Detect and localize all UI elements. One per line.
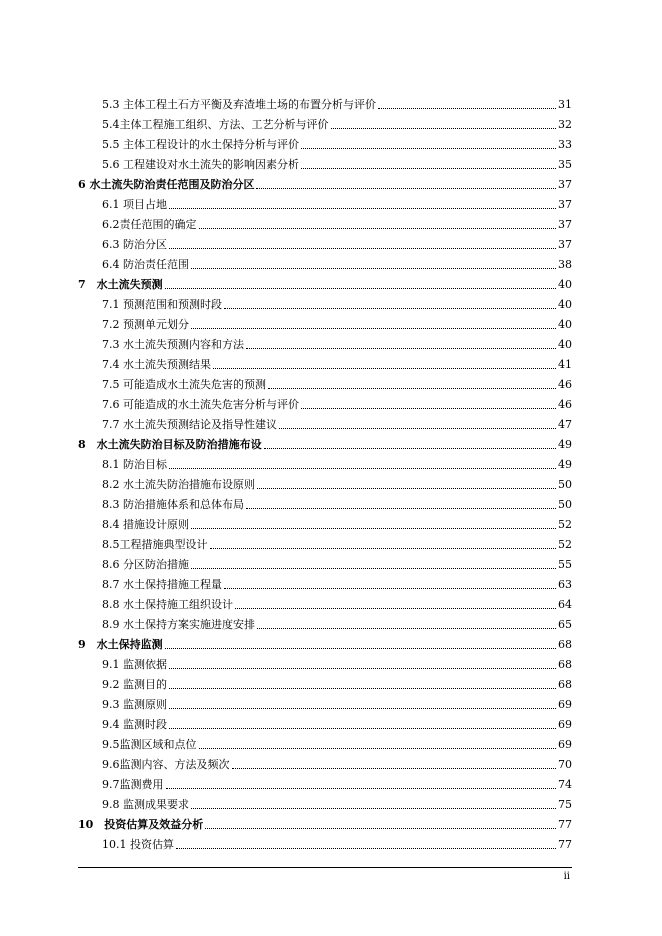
- toc-entry-label: 6.4 防治责任范围: [102, 258, 189, 271]
- toc-entry-label: 7.4 水土流失预测结果: [102, 358, 211, 371]
- toc-entry-page: 77: [558, 818, 572, 831]
- toc-dot-leader: [169, 208, 556, 209]
- toc-dot-leader: [301, 168, 556, 169]
- toc-section-entry[interactable]: [78, 751, 572, 771]
- toc-dot-leader: [169, 468, 556, 469]
- toc-section-entry[interactable]: [78, 351, 572, 371]
- toc-section-entry[interactable]: [78, 611, 572, 631]
- toc-section-entry[interactable]: [78, 211, 572, 231]
- toc-dot-leader: [232, 768, 557, 769]
- toc-entry-label: 5.3 主体工程土石方平衡及弃渣堆土场的布置分析与评价: [102, 98, 376, 111]
- toc-entry-label: 6.3 防治分区: [102, 238, 167, 251]
- toc-section-entry[interactable]: [78, 111, 572, 131]
- toc-dot-leader: [256, 188, 556, 189]
- toc-entry-page: 37: [558, 198, 572, 211]
- toc-chapter-entry[interactable]: [78, 811, 572, 831]
- toc-section-entry[interactable]: [78, 651, 572, 671]
- toc-entry-label: 7.6 可能造成的水土流失危害分析与评价: [102, 398, 299, 411]
- toc-dot-leader: [169, 668, 556, 669]
- toc-section-entry[interactable]: [78, 711, 572, 731]
- toc-dot-leader: [213, 368, 556, 369]
- toc-entry-label: 9.7监测费用: [102, 778, 164, 791]
- toc-dot-leader: [235, 608, 556, 609]
- toc-entry-page: 41: [558, 358, 572, 371]
- toc-entry-label: 5.5 主体工程设计的水土保持分析与评价: [102, 138, 299, 151]
- toc-dot-leader: [246, 348, 556, 349]
- toc-dot-leader: [224, 588, 556, 589]
- toc-entry-label: 7.7 水土流失预测结论及指导性建议: [102, 418, 277, 431]
- toc-entry-label: 8.7 水土保持措施工程量: [102, 578, 222, 591]
- toc-section-entry[interactable]: [78, 131, 572, 151]
- toc-dot-leader: [169, 688, 556, 689]
- toc-entry-page: 70: [558, 758, 572, 771]
- toc-chapter-entry[interactable]: [78, 171, 572, 191]
- toc-entry-label: 7.5 可能造成水土流失危害的预测: [102, 378, 266, 391]
- toc-entry-page: 37: [558, 218, 572, 231]
- toc-entry-page: 63: [558, 578, 572, 591]
- toc-entry-label: 8.8 水土保持施工组织设计: [102, 598, 233, 611]
- toc-entry-page: 50: [558, 478, 572, 491]
- toc-section-entry[interactable]: [78, 251, 572, 271]
- toc-entry-page: 37: [558, 178, 572, 191]
- toc-dot-leader: [224, 308, 556, 309]
- toc-dot-leader: [378, 108, 556, 109]
- toc-dot-leader: [169, 728, 556, 729]
- toc-entry-page: 40: [558, 278, 572, 291]
- toc-entry-page: 68: [558, 678, 572, 691]
- footer-rule: [78, 867, 572, 868]
- toc-entry-page: 40: [558, 338, 572, 351]
- toc-dot-leader: [257, 628, 556, 629]
- toc-dot-leader: [257, 488, 556, 489]
- toc-entry-page: 75: [558, 798, 572, 811]
- toc-section-entry[interactable]: [78, 511, 572, 531]
- toc-entry-page: 69: [558, 718, 572, 731]
- toc-entry-page: 52: [558, 538, 572, 551]
- toc-entry-page: 68: [558, 658, 572, 671]
- toc-entry-page: 46: [558, 378, 572, 391]
- toc-dot-leader: [279, 428, 556, 429]
- toc-chapter-entry[interactable]: [78, 631, 572, 651]
- toc-dot-leader: [210, 548, 557, 549]
- toc-entry-label: 7.2 预测单元划分: [102, 318, 189, 331]
- toc-section-entry[interactable]: [78, 471, 572, 491]
- toc-dot-leader: [191, 808, 556, 809]
- toc-chapter-entry[interactable]: [78, 431, 572, 451]
- toc-dot-leader: [246, 508, 556, 509]
- toc-entry-label: 7.3 水土流失预测内容和方法: [102, 338, 244, 351]
- toc-section-entry[interactable]: [78, 551, 572, 571]
- toc-entry-label: 8.6 分区防治措施: [102, 558, 189, 571]
- toc-section-entry[interactable]: [78, 691, 572, 711]
- toc-dot-leader: [205, 828, 556, 829]
- toc-entry-label: 10.1 投资估算: [102, 838, 174, 851]
- toc-entry-label: 7 水土流失预测: [78, 278, 163, 291]
- toc-entry-page: 55: [558, 558, 572, 571]
- toc-section-entry[interactable]: [78, 671, 572, 691]
- toc-entry-page: 31: [558, 98, 572, 111]
- toc-entry-label: 9.6监测内容、方法及频次: [102, 758, 230, 771]
- toc-section-entry[interactable]: [78, 91, 572, 111]
- toc-entry-page: 35: [558, 158, 572, 171]
- toc-dot-leader: [191, 328, 556, 329]
- toc-entry-page: 33: [558, 138, 572, 151]
- toc-entry-label: 8 水土流失防治目标及防治措施布设: [78, 438, 262, 451]
- toc-section-entry[interactable]: [78, 491, 572, 511]
- toc-entry-label: 8.9 水土保持方案实施进度安排: [102, 618, 255, 631]
- toc-entry-page: 49: [558, 438, 572, 451]
- toc-section-entry[interactable]: [78, 451, 572, 471]
- toc-dot-leader: [191, 268, 556, 269]
- toc-entry-page: 68: [558, 638, 572, 651]
- toc-section-entry[interactable]: [78, 571, 572, 591]
- toc-entry-page: 40: [558, 318, 572, 331]
- toc-entry-label: 8.2 水土流失防治措施布设原则: [102, 478, 255, 491]
- toc-entry-label: 9.1 监测依据: [102, 658, 167, 671]
- table-of-contents: [78, 91, 572, 851]
- toc-chapter-entry[interactable]: [78, 271, 572, 291]
- toc-entry-label: 9.2 监测目的: [102, 678, 167, 691]
- toc-entry-label: 9.5监测区域和点位: [102, 738, 197, 751]
- toc-entry-label: 5.4主体工程施工组织、方法、工艺分析与评价: [102, 118, 329, 131]
- toc-entry-page: 69: [558, 698, 572, 711]
- toc-section-entry[interactable]: [78, 231, 572, 251]
- toc-section-entry[interactable]: [78, 191, 572, 211]
- toc-entry-page: 52: [558, 518, 572, 531]
- page-number: ii: [563, 871, 570, 882]
- toc-entry-page: 37: [558, 238, 572, 251]
- toc-dot-leader: [191, 568, 556, 569]
- toc-section-entry[interactable]: [78, 731, 572, 751]
- toc-entry-label: 9.3 监测原则: [102, 698, 167, 711]
- toc-dot-leader: [176, 848, 556, 849]
- toc-entry-page: 46: [558, 398, 572, 411]
- toc-entry-label: 9.4 监测时段: [102, 718, 167, 731]
- toc-entry-label: 9.8 监测成果要求: [102, 798, 189, 811]
- toc-dot-leader: [301, 408, 556, 409]
- toc-entry-page: 69: [558, 738, 572, 751]
- toc-entry-label: 8.3 防治措施体系和总体布局: [102, 498, 244, 511]
- toc-section-entry[interactable]: [78, 531, 572, 551]
- toc-entry-page: 32: [558, 118, 572, 131]
- toc-entry-label: 8.5工程措施典型设计: [102, 538, 208, 551]
- toc-entry-label: 8.1 防治目标: [102, 458, 167, 471]
- toc-entry-page: 47: [558, 418, 572, 431]
- toc-dot-leader: [331, 128, 557, 129]
- toc-dot-leader: [199, 748, 557, 749]
- toc-dot-leader: [264, 448, 556, 449]
- toc-section-entry[interactable]: [78, 371, 572, 391]
- toc-section-entry[interactable]: [78, 831, 572, 851]
- toc-section-entry[interactable]: [78, 151, 572, 171]
- toc-dot-leader: [165, 288, 556, 289]
- toc-section-entry[interactable]: [78, 311, 572, 331]
- toc-entry-label: 7.1 预测范围和预测时段: [102, 298, 222, 311]
- toc-entry-page: 38: [558, 258, 572, 271]
- toc-section-entry[interactable]: [78, 291, 572, 311]
- toc-entry-label: 10 投资估算及效益分析: [78, 818, 204, 831]
- toc-entry-page: 49: [558, 458, 572, 471]
- toc-entry-page: 65: [558, 618, 572, 631]
- toc-dot-leader: [169, 708, 556, 709]
- toc-entry-page: 50: [558, 498, 572, 511]
- toc-entry-page: 74: [558, 778, 572, 791]
- toc-entry-label: 9 水土保持监测: [78, 638, 163, 651]
- toc-entry-label: 6 水土流失防治责任范围及防治分区: [78, 178, 255, 191]
- toc-dot-leader: [268, 388, 556, 389]
- toc-section-entry[interactable]: [78, 771, 572, 791]
- toc-section-entry[interactable]: [78, 411, 572, 431]
- toc-entry-page: 64: [558, 598, 572, 611]
- toc-entry-label: 5.6 工程建设对水土流失的影响因素分析: [102, 158, 299, 171]
- toc-dot-leader: [166, 788, 557, 789]
- toc-entry-label: 8.4 措施设计原则: [102, 518, 189, 531]
- toc-entry-page: 77: [558, 838, 572, 851]
- toc-dot-leader: [199, 228, 557, 229]
- toc-entry-label: 6.1 项目占地: [102, 198, 167, 211]
- toc-section-entry[interactable]: [78, 791, 572, 811]
- toc-entry-label: 6.2责任范围的确定: [102, 218, 197, 231]
- toc-dot-leader: [191, 528, 556, 529]
- toc-entry-page: 40: [558, 298, 572, 311]
- toc-dot-leader: [301, 148, 556, 149]
- toc-section-entry[interactable]: [78, 591, 572, 611]
- toc-section-entry[interactable]: [78, 391, 572, 411]
- toc-section-entry[interactable]: [78, 331, 572, 351]
- toc-dot-leader: [165, 648, 556, 649]
- toc-dot-leader: [169, 248, 556, 249]
